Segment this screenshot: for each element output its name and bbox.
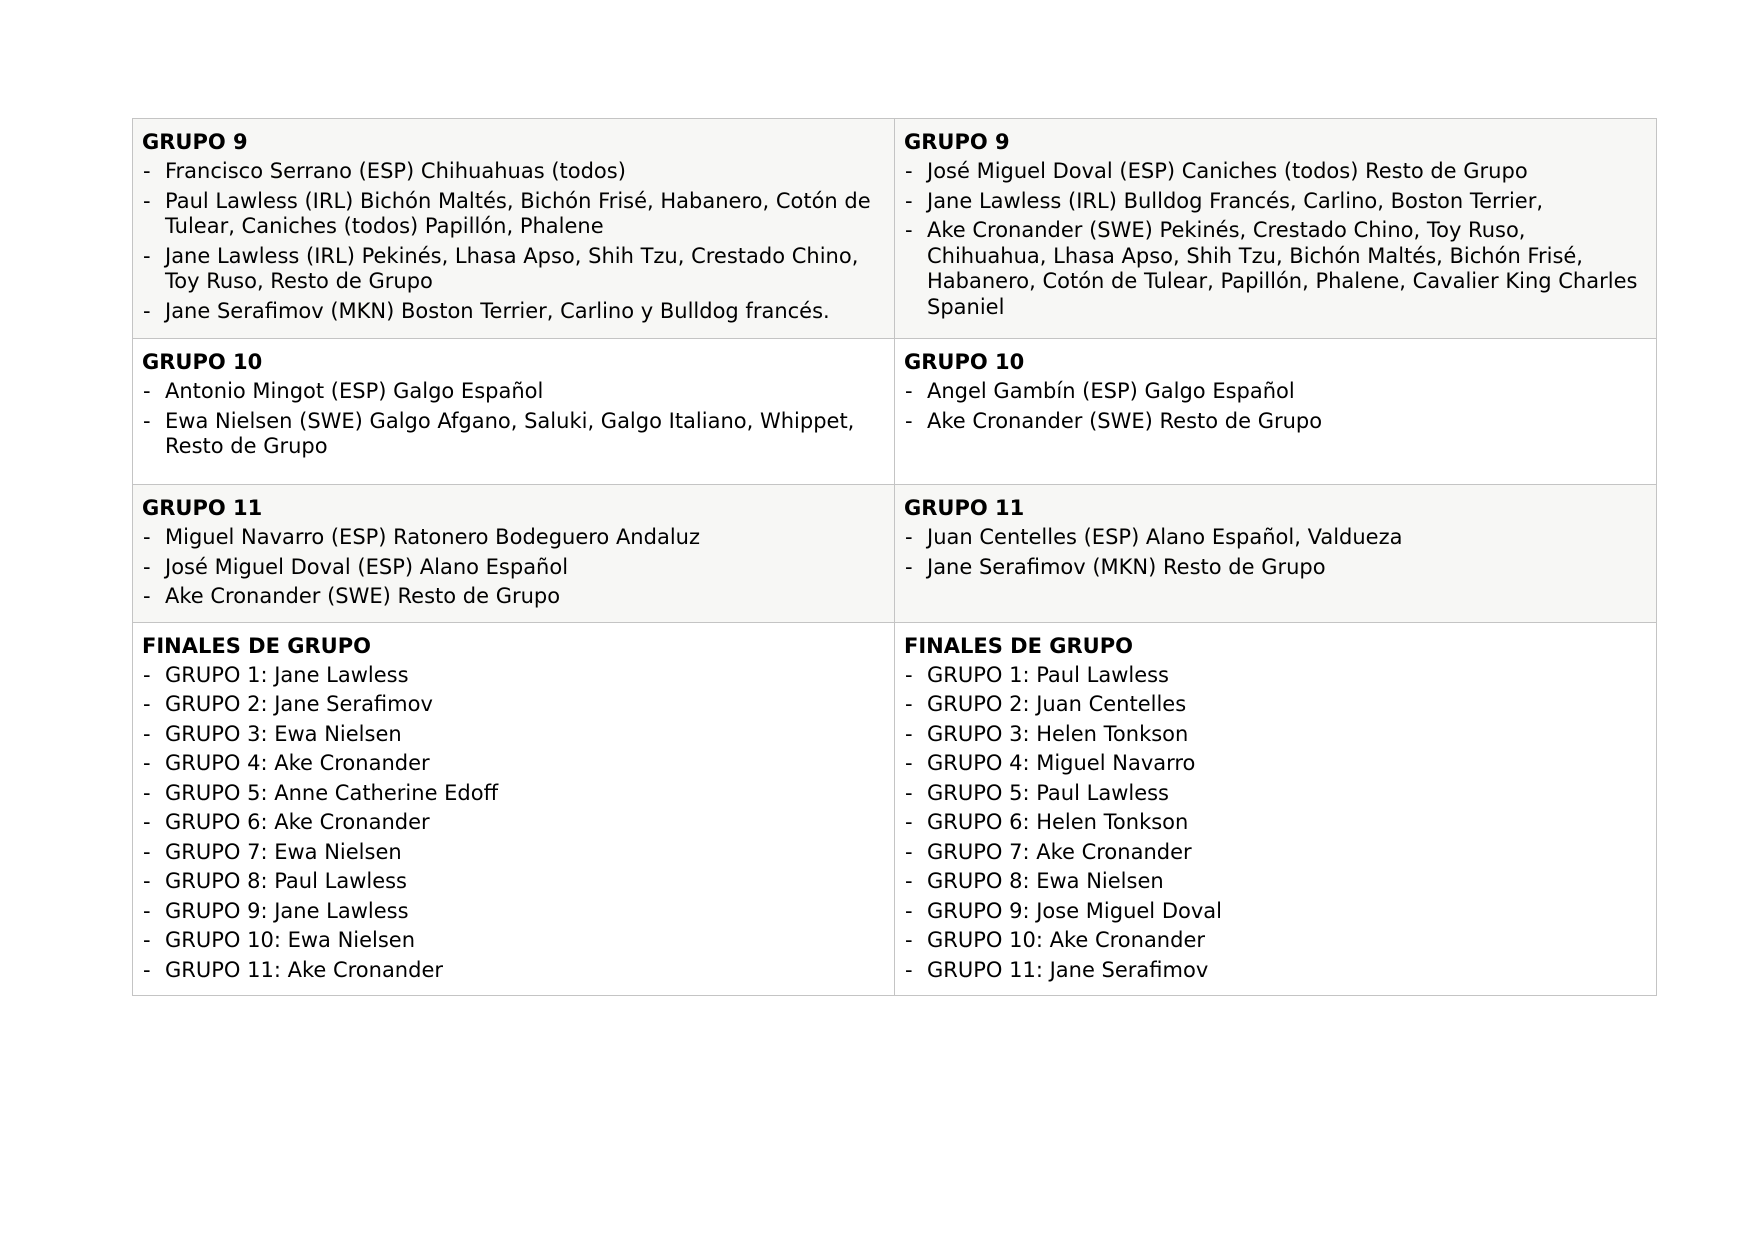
- group-heading: GRUPO 11: [904, 496, 1025, 520]
- judge-list: [904, 379, 1647, 434]
- list-item: - GRUPO 1: Paul Lawless: [904, 663, 1647, 689]
- list-item: - Jane Lawless (IRL) Pekinés, Lhasa Apso, Shih Tzu, Crestado Chino, Toy Ruso, Resto de Grupo: [142, 244, 885, 295]
- finals-list: [142, 663, 885, 984]
- list-item: - GRUPO 5: Anne Catherine Edoff: [142, 781, 885, 807]
- list-item: - Ake Cronander (SWE) Resto de Grupo: [142, 584, 885, 610]
- table-cell: [133, 485, 895, 623]
- table-cell: [133, 119, 895, 339]
- list-item: - Jane Serafimov (MKN) Boston Terrier, Carlino y Bulldog francés.: [142, 299, 885, 325]
- group-heading: GRUPO 10: [904, 350, 1025, 374]
- list-item: - Antonio Mingot (ESP) Galgo Español: [142, 379, 885, 405]
- list-item: - Angel Gambín (ESP) Galgo Español: [904, 379, 1647, 405]
- list-item: - GRUPO 1: Jane Lawless: [142, 663, 885, 689]
- judge-list: [142, 525, 885, 610]
- list-item: - GRUPO 8: Paul Lawless: [142, 869, 885, 895]
- judges-table: [132, 118, 1657, 996]
- table-row: [133, 339, 1657, 485]
- list-item: - GRUPO 7: Ake Cronander: [904, 840, 1647, 866]
- list-item: - GRUPO 10: Ewa Nielsen: [142, 928, 885, 954]
- table-cell: [133, 622, 895, 996]
- list-item: - GRUPO 7: Ewa Nielsen: [142, 840, 885, 866]
- list-item: - Francisco Serrano (ESP) Chihuahuas (todos): [142, 159, 885, 185]
- judge-list: [142, 379, 885, 460]
- list-item: - GRUPO 3: Helen Tonkson: [904, 722, 1647, 748]
- group-heading: GRUPO 11: [142, 496, 263, 520]
- list-item: - José Miguel Doval (ESP) Alano Español: [142, 555, 885, 581]
- list-item: - GRUPO 4: Miguel Navarro: [904, 751, 1647, 777]
- table-row: [133, 622, 1657, 996]
- list-item: - GRUPO 6: Ake Cronander: [142, 810, 885, 836]
- group-heading: GRUPO 10: [142, 350, 263, 374]
- table-cell: [133, 339, 895, 485]
- judge-list: [904, 525, 1647, 580]
- table-row: [133, 485, 1657, 623]
- list-item: - GRUPO 11: Ake Cronander: [142, 958, 885, 984]
- list-item: - GRUPO 6: Helen Tonkson: [904, 810, 1647, 836]
- table-cell: [895, 119, 1657, 339]
- finals-heading: FINALES DE GRUPO: [904, 633, 1133, 658]
- list-item: - Ake Cronander (SWE) Resto de Grupo: [904, 409, 1647, 435]
- list-item: - GRUPO 5: Paul Lawless: [904, 781, 1647, 807]
- list-item: - GRUPO 11: Jane Serafimov: [904, 958, 1647, 984]
- list-item: - GRUPO 9: Jose Miguel Doval: [904, 899, 1647, 925]
- group-heading: GRUPO 9: [142, 130, 248, 154]
- list-item: - José Miguel Doval (ESP) Caniches (todos) Resto de Grupo: [904, 159, 1647, 185]
- list-item: - GRUPO 9: Jane Lawless: [142, 899, 885, 925]
- table-cell: [895, 485, 1657, 623]
- list-item: - GRUPO 2: Juan Centelles: [904, 692, 1647, 718]
- list-item: - Paul Lawless (IRL) Bichón Maltés, Bichón Frisé, Habanero, Cotón de Tulear, Caniches (todos) Papillón, Phalene: [142, 189, 885, 240]
- list-item: - Jane Serafimov (MKN) Resto de Grupo: [904, 555, 1647, 581]
- list-item: - GRUPO 3: Ewa Nielsen: [142, 722, 885, 748]
- table-cell: [895, 622, 1657, 996]
- table-row: [133, 119, 1657, 339]
- table-cell: [895, 339, 1657, 485]
- list-item: - Jane Lawless (IRL) Bulldog Francés, Carlino, Boston Terrier,: [904, 189, 1647, 215]
- finals-heading: FINALES DE GRUPO: [142, 633, 371, 658]
- list-item: - GRUPO 4: Ake Cronander: [142, 751, 885, 777]
- judge-list: [142, 159, 885, 324]
- list-item: - Ake Cronander (SWE) Pekinés, Crestado Chino, Toy Ruso, Chihuahua, Lhasa Apso, Shih Tzu, Bichón Maltés, Bichón Frisé, Habanero, Cotón de Tulear, Papillón, Phalene, Cavalier King Charles Spaniel: [904, 218, 1647, 320]
- group-heading: GRUPO 9: [904, 130, 1010, 154]
- finals-list: [904, 663, 1647, 984]
- list-item: - Ewa Nielsen (SWE) Galgo Afgano, Saluki, Galgo Italiano, Whippet, Resto de Grupo: [142, 409, 885, 460]
- list-item: - Miguel Navarro (ESP) Ratonero Bodeguero Andaluz: [142, 525, 885, 551]
- list-item: - Juan Centelles (ESP) Alano Español, Valdueza: [904, 525, 1647, 551]
- list-item: - GRUPO 8: Ewa Nielsen: [904, 869, 1647, 895]
- judge-list: [904, 159, 1647, 320]
- list-item: - GRUPO 10: Ake Cronander: [904, 928, 1647, 954]
- list-item: - GRUPO 2: Jane Serafimov: [142, 692, 885, 718]
